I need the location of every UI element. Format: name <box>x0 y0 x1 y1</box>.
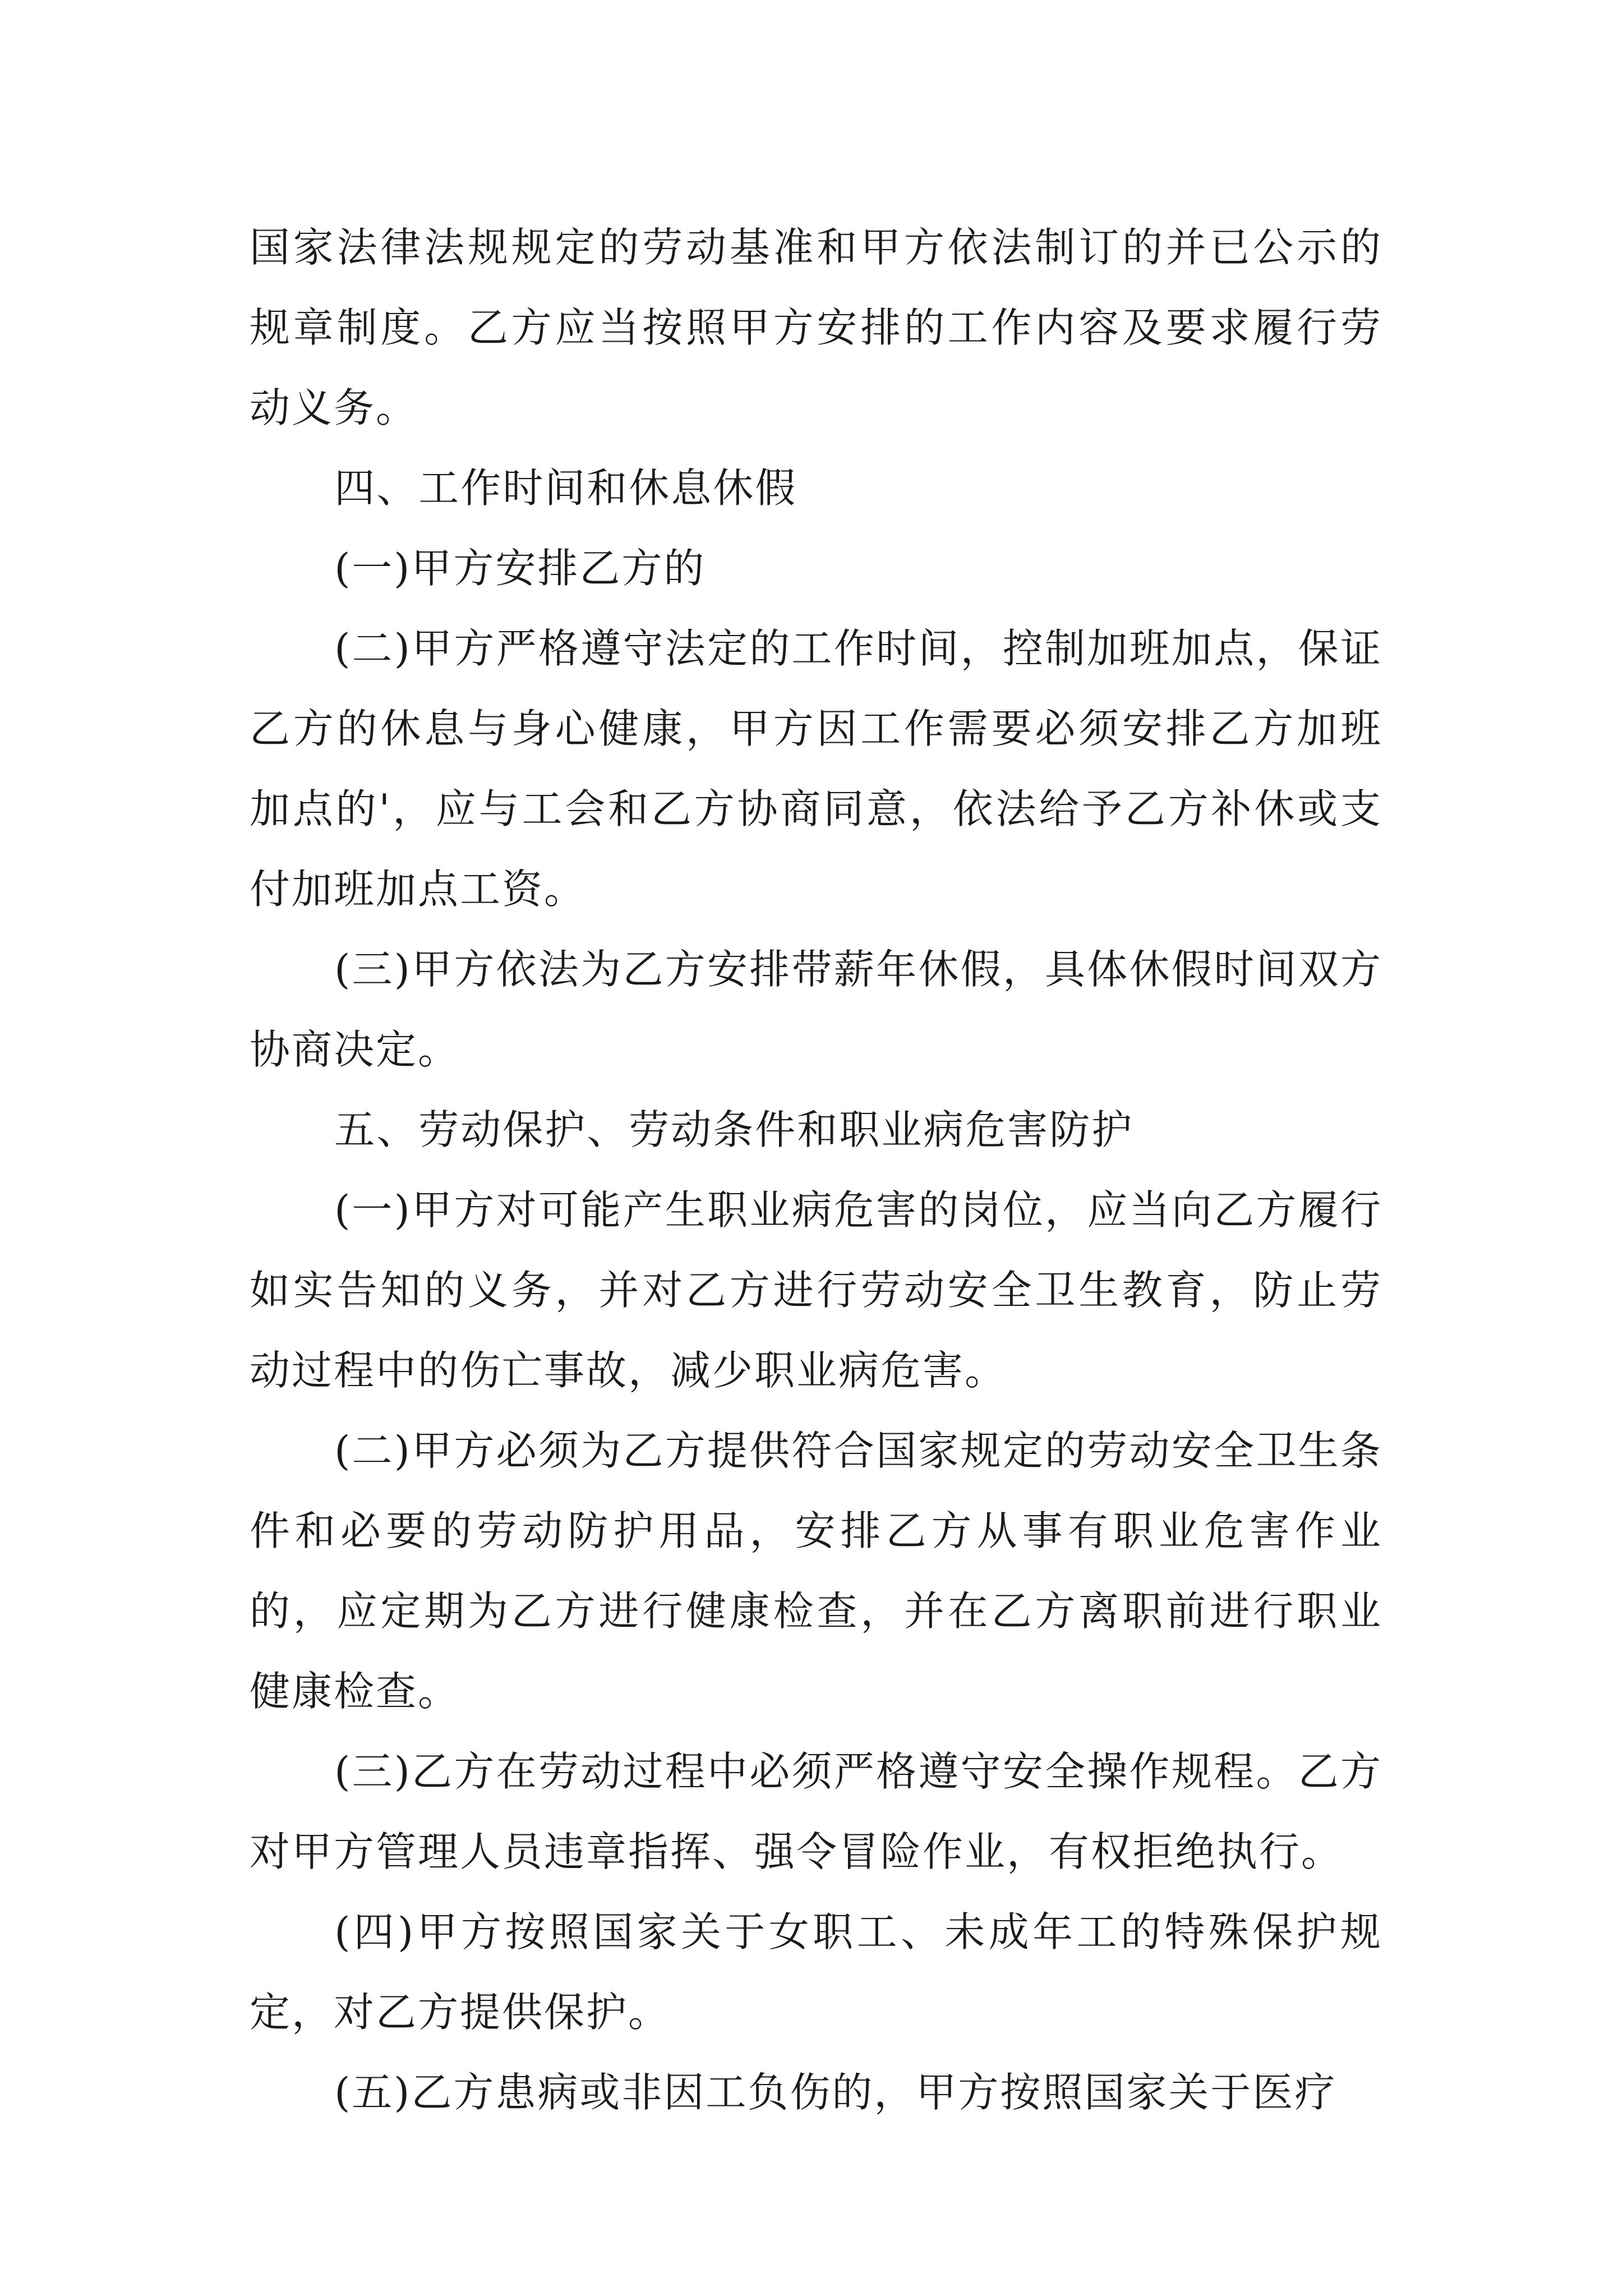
paragraph-5-1: (一)甲方对可能产生职业病危害的岗位，应当向乙方履行如实告知的义务，并对乙方进行劳动安全卫生教育，防止劳动过程中的伤亡事故，减少职业病危害。 <box>250 1186 1382 1394</box>
paragraph-4-1: (一)甲方安排乙方的 <box>334 545 706 592</box>
paragraph-5-5: (五)乙方患病或非因工负伤的，甲方按照国家关于医疗 <box>334 2069 1337 2116</box>
paragraph-5-3: (三)乙方在劳动过程中必须严格遵守安全操作规程。乙方对甲方管理人员违章指挥、强令冒险作业，有权拒绝执行。 <box>250 1748 1382 1875</box>
section-heading-5: 五、劳动保护、劳动条件和职业病危害防护 <box>334 1106 1134 1153</box>
paragraph-4-3: (三)甲方依法为乙方安排带薪年休假，具体休假时间双方协商决定。 <box>250 946 1382 1073</box>
paragraph-1: 国家法律法规规定的劳动基准和甲方依法制订的并已公示的规章制度。乙方应当按照甲方安排的工作内容及要求履行劳动义务。 <box>250 224 1382 431</box>
paragraph-5-2: (二)甲方必须为乙方提供符合国家规定的劳动安全卫生条件和必要的劳动防护用品，安排乙方从事有职业危害作业的，应定期为乙方进行健康检查，并在乙方离职前进行职业健康检查。 <box>250 1427 1382 1715</box>
paragraph-4-2: (二)甲方严格遵守法定的工作时间，控制加班加点，保证乙方的休息与身心健康，甲方因工作需要必须安排乙方加班加点的'，应与工会和乙方协商同意，依法给予乙方补休或支付加班加点工资。 <box>250 625 1382 913</box>
section-heading-4: 四、工作时间和休息休假 <box>334 464 797 512</box>
document-body <box>250 208 1382 2133</box>
paragraph-5-4: (四)甲方按照国家关于女职工、未成年工的特殊保护规定，对乙方提供保护。 <box>250 1908 1382 2036</box>
